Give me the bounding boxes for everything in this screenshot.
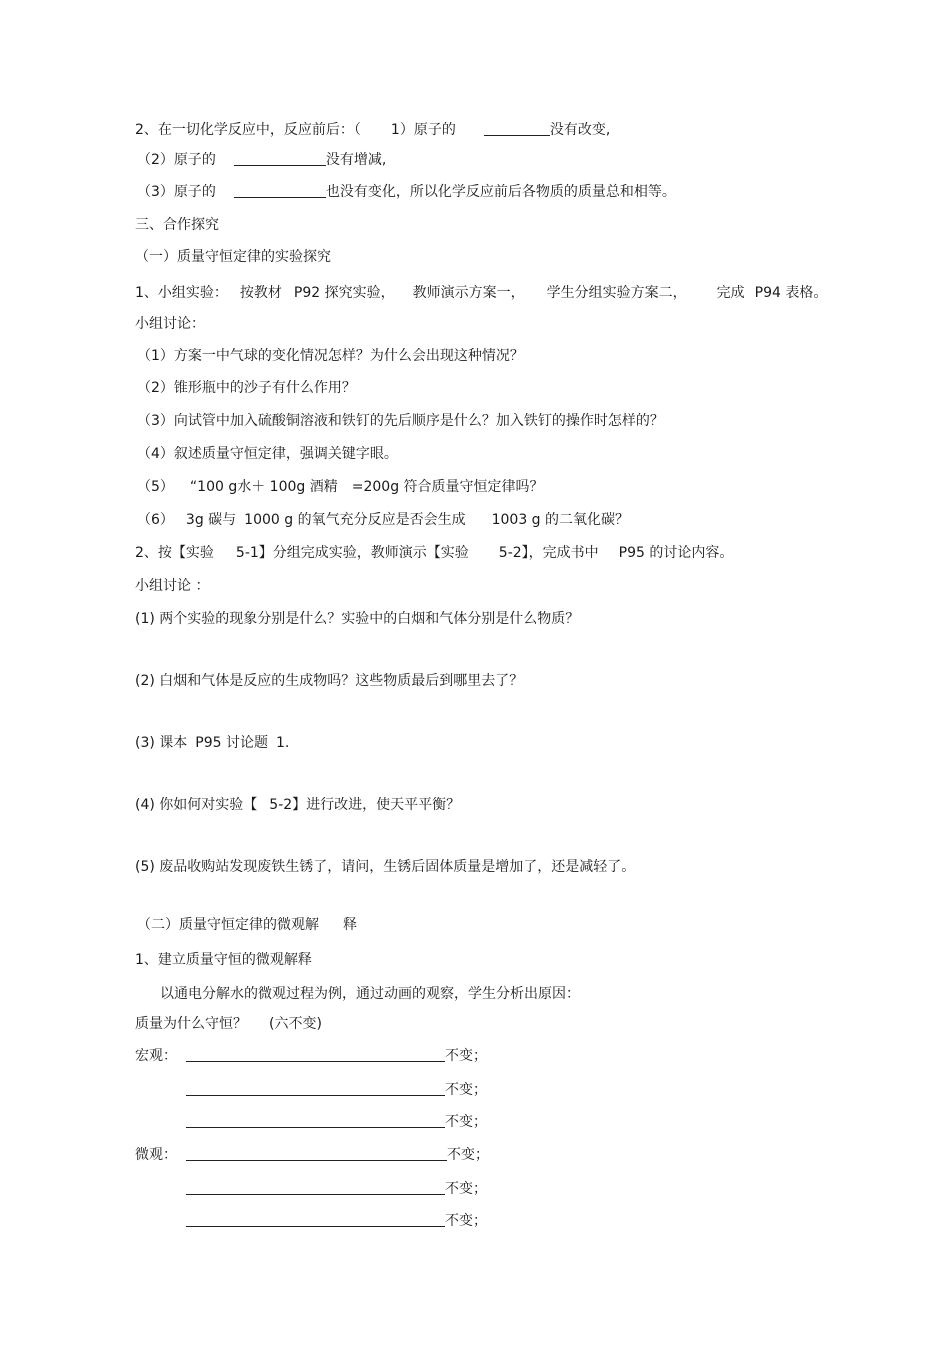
discussion-item: (2) 白烟和气体是反应的生成物吗？这些物质最后到哪里去了？ bbox=[135, 673, 524, 689]
answer-blank[interactable] bbox=[234, 151, 326, 166]
section-heading: 三、合作探究 bbox=[135, 217, 219, 233]
discussion-item: （4）叙述质量守恒定律，强调关键字眼。 bbox=[137, 446, 398, 462]
exp2-line: 2、按【实验 5-1】分组完成实验，教师演示【实验 5-2】，完成书中 P95 的讨论内容。 bbox=[135, 545, 734, 561]
answer-blank[interactable] bbox=[186, 1180, 445, 1195]
answer-blank[interactable] bbox=[186, 1212, 445, 1227]
discussion-item: （5） “100 g水＋ 100g 酒精 =200g 符合质量守恒定律吗？ bbox=[137, 479, 544, 495]
discussion-item: （2）锥形瓶中的沙子有什么作用？ bbox=[137, 380, 356, 396]
discussion-item: (5) 废品收购站发现废铁生锈了，请问，生锈后固体质量是增加了，还是减轻了。 bbox=[135, 859, 636, 875]
q2-line: 2、在一切化学反应中，反应前后：（ 1）原子的 没有改变, bbox=[135, 122, 611, 138]
answer-blank[interactable] bbox=[186, 1146, 447, 1161]
answer-blank[interactable] bbox=[234, 183, 326, 198]
answer-blank[interactable] bbox=[186, 1113, 445, 1128]
subsection-heading: （二）质量守恒定律的微观解 释 bbox=[137, 917, 357, 933]
discussion-item: (3) 课本 P95 讨论题 1. bbox=[135, 735, 290, 751]
micro-row: 不变； bbox=[186, 1180, 487, 1198]
discussion-label: 小组讨论 ： bbox=[135, 578, 210, 594]
micro-question: 质量为什么守恒？ (六不变) bbox=[135, 1016, 322, 1032]
micro-heading: 1、建立质量守恒的微观解释 bbox=[135, 952, 312, 968]
discussion-item: （1）方案一中气球的变化情况怎样？为什么会出现这种情况？ bbox=[137, 348, 524, 364]
q2c-line: （3）原子的 也没有变化，所以化学反应前后各物质的质量总和相等。 bbox=[137, 184, 676, 200]
macro-row: 宏观： 不变； bbox=[135, 1048, 487, 1064]
subsection-heading: （一）质量守恒定律的实验探究 bbox=[135, 249, 331, 265]
discussion-item: （3）向试管中加入硫酸铜溶液和铁钉的先后顺序是什么？加入铁钉的操作时怎样的？ bbox=[137, 413, 664, 429]
exp1-line: 1、小组实验： 按教材 P92 探究实验， 教师演示方案一， 学生分组实验方案二， 完成 P94 表格。 bbox=[135, 285, 828, 301]
answer-blank[interactable] bbox=[186, 1081, 445, 1096]
q2b-line: （2）原子的 没有增减, bbox=[137, 152, 387, 168]
micro-paragraph: 以通电分解水的微观过程为例，通过动画的观察，学生分析出原因： bbox=[160, 986, 580, 1002]
answer-blank[interactable] bbox=[484, 121, 550, 136]
micro-row: 微观： 不变； bbox=[135, 1147, 489, 1163]
answer-blank[interactable] bbox=[186, 1047, 445, 1062]
discussion-item: （6） 3g 碳与 1000 g 的氧气充分反应是否会生成 1003 g 的二氧化碳？ bbox=[137, 512, 630, 528]
macro-row: 不变； bbox=[186, 1113, 487, 1131]
discussion-item: (4) 你如何对实验【 5-2】进行改进，使天平平衡？ bbox=[135, 797, 461, 813]
discussion-label: 小组讨论： bbox=[135, 316, 205, 332]
discussion-item: (1) 两个实验的现象分别是什么？实验中的白烟和气体分别是什么物质？ bbox=[135, 611, 580, 627]
micro-row: 不变； bbox=[186, 1212, 487, 1230]
macro-row: 不变； bbox=[186, 1081, 487, 1099]
